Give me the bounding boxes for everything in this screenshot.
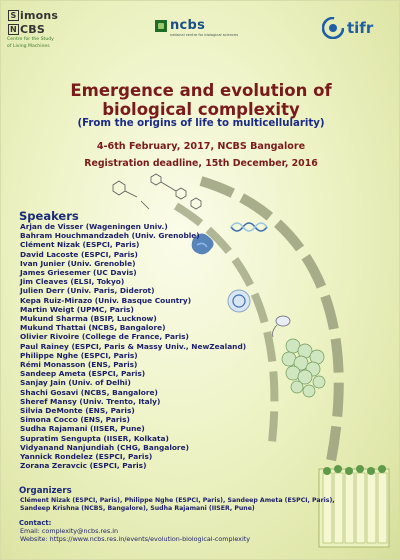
speaker-item: Rémi Monasson (ENS, Paris) bbox=[20, 360, 138, 370]
simons-ncbs-word: CBS bbox=[20, 23, 45, 36]
contact-heading: Contact: bbox=[19, 519, 52, 527]
ncbs-subtitle: national centre for biological sciences bbox=[170, 33, 239, 37]
simons-word: imons bbox=[20, 9, 59, 22]
speaker-item: Clément Nizak (ESPCI, Paris) bbox=[20, 240, 140, 250]
simons-n-letter: N bbox=[8, 24, 19, 35]
simons-subtitle-2: of Living Machines bbox=[7, 43, 50, 49]
speaker-item: Vidyanand Nanjundiah (CHG, Bangalore) bbox=[20, 442, 189, 452]
organizers-line-2: Sandeep Krishna (NCBS, Bangalore), Sudha Rajamani (IISER, Pune) bbox=[20, 505, 255, 513]
speaker-item: Ivan Junier (Univ. Grenoble) bbox=[20, 258, 136, 268]
speaker-item: Julien Derr (Univ. Paris, Diderot) bbox=[20, 286, 155, 296]
title-line-2: biological complexity bbox=[102, 100, 300, 119]
tifr-wordmark: tifr bbox=[347, 19, 374, 37]
title-line-1: Emergence and evolution of bbox=[70, 81, 332, 100]
speaker-item: Paul Rainey (ESPCI, Paris & Massy Univ., NewZealand) bbox=[20, 341, 247, 351]
poster-subtitle: (From the origins of life to multicellularity) bbox=[77, 118, 325, 129]
speaker-item: Philippe Nghe (ESPCI, Paris) bbox=[20, 350, 138, 360]
speaker-item: Zorana Zeravcic (ESPCI, Paris) bbox=[20, 461, 147, 471]
ncbs-wordmark: ncbs bbox=[170, 18, 206, 33]
speaker-item: Olivier Rivoire (College de France, Paris) bbox=[20, 332, 189, 342]
speaker-item: Bahram Houchmandzadeh (Univ. Grenoble) bbox=[20, 231, 200, 241]
speaker-item: David Lacoste (ESPCI, Paris) bbox=[20, 249, 138, 259]
speaker-item: Kepa Ruiz-Mirazo (Univ. Basque Country) bbox=[20, 295, 192, 305]
speaker-item: Arjan de Visser (Wageningen Univ.) bbox=[20, 222, 168, 231]
speaker-item: Yannick Rondelez (ESPCI, Paris) bbox=[20, 452, 153, 462]
event-dates: 4-6th February, 2017, NCBS Bangalore bbox=[96, 141, 306, 152]
organizers-line-1: Clément Nizak (ESPCI, Paris), Philippe Nghe (ESPCI, Paris), Sandeep Ameta (ESPCI, Paris), bbox=[20, 497, 335, 504]
cell-colony-illustration bbox=[282, 339, 325, 397]
speaker-item: Mukund Thattai (NCBS, Bangalore) bbox=[20, 323, 166, 333]
speakers-heading: Speakers bbox=[19, 209, 79, 223]
contact-website[interactable]: Website: https://www.ncbs.res.in/events/evolution-biological-complexity bbox=[20, 535, 251, 544]
registration-deadline: Registration deadline, 15th December, 2016 bbox=[84, 158, 318, 169]
speaker-item: Simona Cocco (ENS, Paris) bbox=[20, 415, 130, 425]
organizers-text bbox=[20, 497, 335, 514]
speaker-item: Jim Cleaves (ELSI, Tokyo) bbox=[20, 277, 125, 287]
contact-info bbox=[20, 527, 250, 544]
molecule-structures bbox=[113, 174, 201, 209]
speaker-item: Supratim Sengupta (IISER, Kolkata) bbox=[20, 433, 169, 443]
contact-email[interactable]: Email: complexity@ncbs.res.in bbox=[20, 527, 119, 535]
speaker-item: Mukund Sharma (BSIP, Lucknow) bbox=[20, 314, 157, 324]
speaker-item: Silvia DeMonte (ENS, Paris) bbox=[20, 406, 135, 416]
speaker-item: Martin Weigt (UPMC, Paris) bbox=[20, 304, 134, 314]
speaker-item: Sanjay Jain (Univ. of Delhi) bbox=[20, 378, 131, 388]
speaker-item: Shachi Gosavi (NCBS, Bangalore) bbox=[20, 387, 158, 397]
speakers-list bbox=[20, 222, 246, 470]
simons-s-letter: S bbox=[8, 10, 19, 21]
simons-subtitle-1: Centre for the Study bbox=[7, 37, 54, 42]
organizers-heading: Organizers bbox=[19, 486, 72, 496]
speaker-item: Sandeep Ameta (ESPCI, Paris) bbox=[20, 369, 146, 379]
bacterium-illustration bbox=[273, 316, 291, 337]
speaker-item: James Griesemer (UC Davis) bbox=[20, 268, 137, 278]
speaker-item: Sudha Rajamani (IISER, Pune) bbox=[20, 424, 145, 434]
speaker-item: Sheref Mansy (Univ. Trento, Italy) bbox=[20, 396, 161, 406]
